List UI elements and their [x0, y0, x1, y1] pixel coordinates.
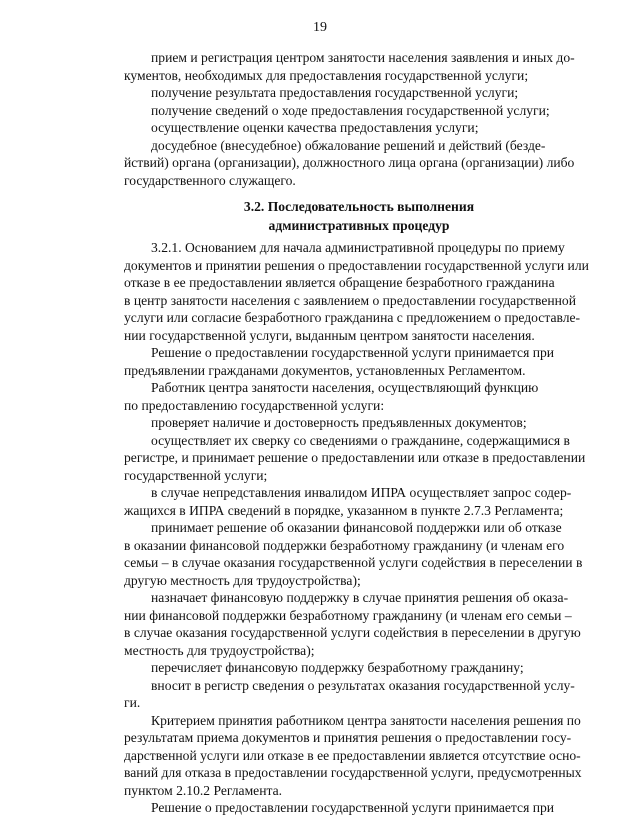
- text-line: в оказании финансовой поддержки безработному гражданину (и членам его: [124, 537, 565, 553]
- text-line: получение результата предоставления государственной услуги;: [151, 85, 519, 100]
- text-line: ваний для отказа в предоставлении государственной услуги, предусмотренных: [124, 765, 582, 780]
- text-line: предъявлении гражданами документов, установленных Регламентом.: [124, 362, 526, 378]
- text-line: Решение о предоставлении государственной услуги принимается при: [151, 345, 555, 360]
- text-line: йствий) органа (организации), должностного лица органа (организации) либо: [124, 155, 575, 170]
- text-line: в центр занятости населения с заявлением о предоставлении государственной: [124, 292, 576, 308]
- text-line: кументов, необходимых для предоставления государственной услуги;: [124, 67, 529, 83]
- text-line: в случае оказания государственной услуги содействия в переселении в другую: [124, 625, 581, 640]
- text-line: государственного служащего.: [124, 172, 296, 188]
- text-line: Критерием принятия работником центра занятости населения решения по: [151, 712, 581, 728]
- text-line: другую местность для трудоустройства);: [124, 572, 361, 588]
- text-line: отказе в ее предоставлении является обращение безработного гражданина: [124, 275, 555, 290]
- text-line: услуги или согласие безработного гражданина с предложением о предоставле-: [124, 310, 581, 325]
- text-line: перечисляет финансовую поддержку безработному гражданину;: [151, 660, 524, 675]
- text-line: документов и принятии решения о предоставлении государственной услуги или: [124, 257, 589, 273]
- text-line: нии финансовой поддержки безработному гражданину (и членам его семьи –: [124, 607, 572, 623]
- top-list: [124, 49, 594, 189]
- text-line: государственной услуги;: [124, 467, 268, 483]
- text-line: в случае непредставления инвалидом ИПРА осуществляет запрос содер-: [151, 485, 572, 500]
- text-line: получение сведений о ходе предоставления государственной услуги;: [151, 102, 550, 118]
- body-text: [124, 239, 594, 817]
- text-line: назначает финансовую поддержку в случае принятия решения об оказа-: [151, 590, 569, 605]
- text-line: вносит в регистр сведения о результатах оказания государственной услу-: [151, 677, 575, 693]
- text-line: проверяет наличие и достоверность предъявленных документов;: [151, 415, 527, 430]
- text-line: жащихся в ИПРА сведений в порядке, указанном в пункте 2.7.3 Регламента;: [124, 502, 564, 518]
- text-line: пунктом 2.10.2 Регламента.: [124, 782, 283, 798]
- text-line: местность для трудоустройства);: [124, 642, 315, 658]
- text-line: прием и регистрация центром занятости населения заявления и иных до-: [151, 50, 575, 65]
- text-line: нии государственной услуги, выданным центром занятости населения.: [124, 327, 535, 343]
- text-line: досудебное (внесудебное) обжалование решений и действий (безде-: [151, 137, 546, 153]
- section-heading: [124, 197, 594, 235]
- text-line: осуществляет их сверку со сведениями о гражданине, содержащимися в: [151, 432, 570, 448]
- section-heading-line-1: 3.2. Последовательность выполнения: [243, 199, 475, 214]
- text-line: осуществление оценки качества предоставления услуги;: [151, 120, 479, 135]
- text-line: принимает решение об оказании финансовой поддержки или об отказе: [151, 520, 562, 535]
- text-line: по предоставлению государственной услуги:: [124, 397, 385, 413]
- text-line: семьи – в случае оказания государственной услуги содействия в переселении в: [124, 555, 583, 570]
- text-line: результатам приема документов и принятия решения о предоставлении госу-: [124, 730, 572, 745]
- text-line: регистре, и принимает решение о предоставлении или отказе в предоставлении: [124, 450, 586, 465]
- section-heading-line-2: административных процедур: [268, 218, 450, 233]
- text-line: Решение о предоставлении государственной услуги принимается при: [151, 800, 555, 815]
- text-line: дарственной услуги или отказе в ее предоставлении является отсутствие осно-: [124, 747, 581, 763]
- text-line: Работник центра занятости населения, осуществляющий функцию: [151, 380, 539, 395]
- text-line: ги.: [124, 695, 141, 710]
- text-line: 3.2.1. Основанием для начала административной процедуры по приему: [151, 240, 565, 255]
- page-number: 19: [313, 20, 327, 35]
